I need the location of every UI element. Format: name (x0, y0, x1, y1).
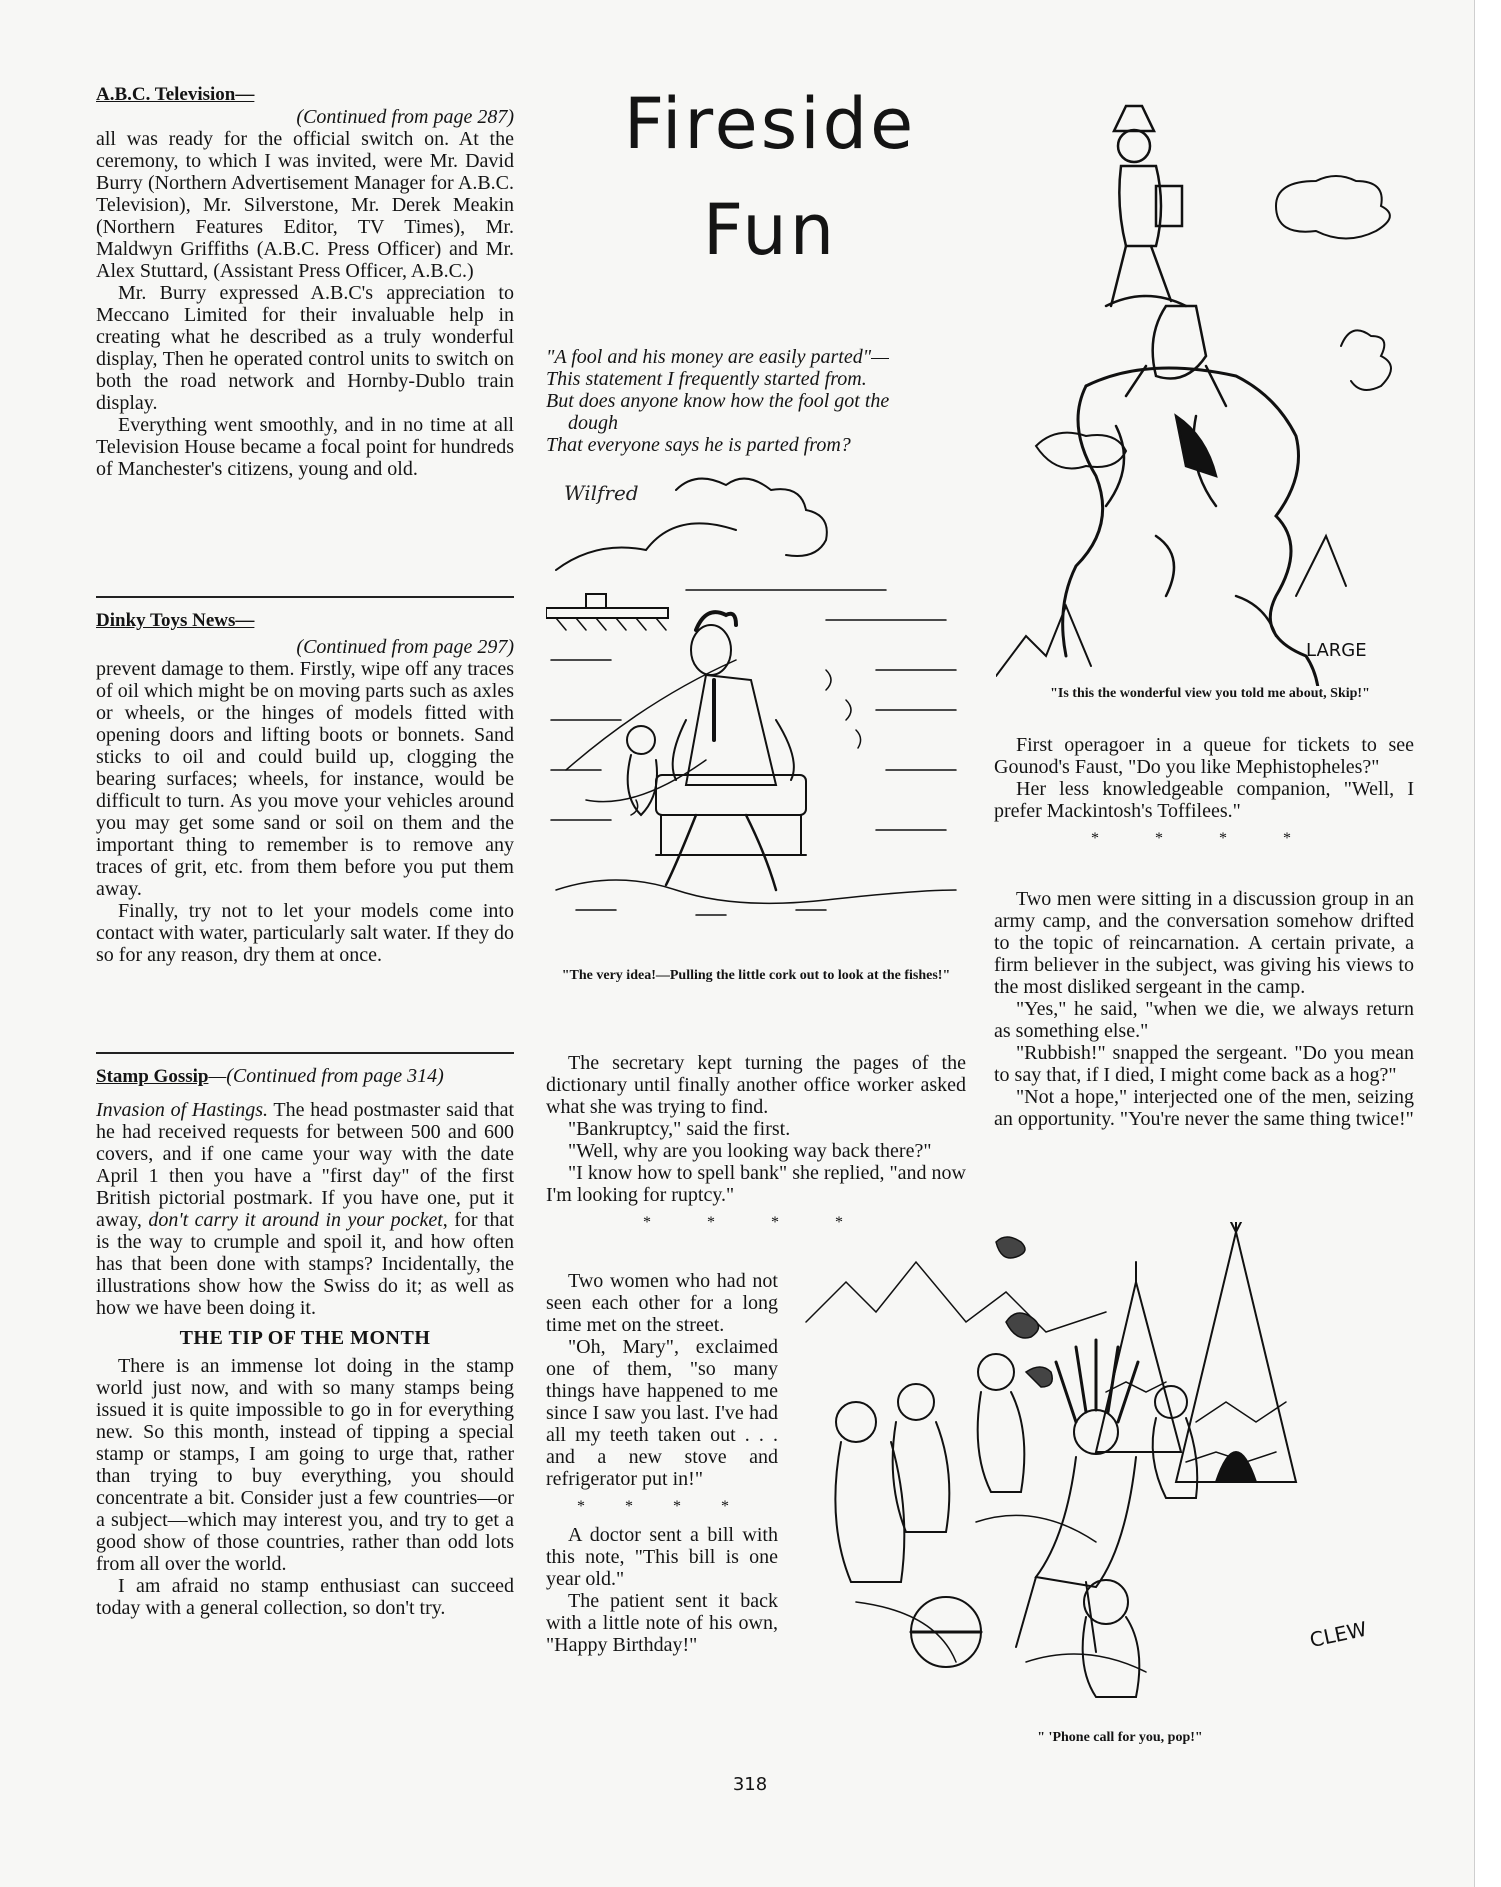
page-number: 318 (732, 1774, 768, 1795)
abc-paragraph-3: Everything went smoothly, and in no time at all Television House became a focal point for hundreds of Manchester's citizens, young and old. (96, 414, 514, 480)
opera-paragraph-2: Her less knowledgeable companion, "Well, I prefer Mackintosh's Toffilees." (994, 778, 1414, 822)
secretary-paragraph-1: The secretary kept turning the pages of the dictionary until finally another office worker asked what she was trying to find. (546, 1052, 966, 1118)
secretary-paragraph-4: "I know how to spell bank" she replied, "and now I'm looking for ruptcy." (546, 1162, 966, 1206)
women-paragraph-2: "Oh, Mary", exclaimed one of them, "so many things have happened to me since I saw you last. I've had all my teeth taken out . . . and a new stove and refrigerator put in!" (546, 1336, 778, 1490)
stamp-paragraph-3: I am afraid no stamp enthusiast can succeed today with a general collection, so don't try. (96, 1575, 514, 1619)
army-paragraph-1: Two men were sitting in a discussion group in an army camp, and the conversation somehow drifted to the topic of reincarnation. A certain private, a firm believer in the subject, was giving his views to the most disliked sergeant in the camp. (994, 888, 1414, 998)
dinky-paragraph-1: prevent damage to them. Firstly, wipe off any traces of oil which might be on moving parts such as axles or wheels, or the hinges of models fitted with opening doors and lifting boots or bonnets. Sand sticks to oil and could build up, clogging the bearing surfaces; wheels, for instance, would be difficult to turn. As you move your vehicles around you may get some sand or soil on them and the important thing to remember is to remove any traces of grit, etc. from them before you put them away. (96, 658, 514, 900)
army-paragraph-2: "Yes," he said, "when we die, we always return as something else." (994, 998, 1414, 1042)
dinky-continued: (Continued from page 297) (296, 636, 514, 658)
cartoon-raft-illustration (546, 470, 966, 950)
army-paragraph-3: "Rubbish!" snapped the sergeant. "Do you mean to say that, if I died, I might come back as a hog?" (994, 1042, 1414, 1086)
stamp-heading: Stamp Gossip (96, 1066, 209, 1087)
stamp-text-b: , for that is the way to crumple and spoil it, and how often has that been done with stamps? Incidentally, the illustrations show how the Swiss do it; as well as how we have been doing it. (96, 1209, 514, 1319)
army-paragraph-4: "Not a hope," interjected one of the men, seizing an opportunity. "You're never the same thing twice!" (994, 1086, 1414, 1130)
doctor-paragraph-2: The patient sent it back with a little note of his own, "Happy Birthday!" (546, 1590, 778, 1656)
dinky-paragraph-2: Finally, try not to let your models come into contact with water, particularly salt water. If they do so for any reason, dry them at once. (96, 900, 514, 966)
abc-paragraph-2: Mr. Burry expressed A.B.C's appreciation to Meccano Limited for their invaluable help in creating what he described as a truly wonderful display, Then he operated control units to switch on both the road network and Hornby-Dublo train display. (96, 282, 514, 414)
verse-line-3: But does anyone know how the fool got the (546, 390, 890, 412)
cartoon-chief-caption: " 'Phone call for you, pop!" (1037, 1730, 1203, 1745)
cartoon-scout-caption: "Is this the wonderful view you told me about, Skip!" (1050, 686, 1370, 701)
women-paragraph-1: Two women who had not seen each other for a long time met on the street. (546, 1270, 778, 1336)
page-title (560, 76, 980, 278)
verse-line-4: dough (568, 412, 618, 434)
cartoon-raft-caption: "The very idea!—Pulling the little cork out to look at the fishes!" (561, 968, 951, 983)
verse-line-5: That everyone says he is parted from? (546, 434, 851, 456)
doctor-paragraph-1: A doctor sent a bill with this note, "This bill is one year old." (546, 1524, 778, 1590)
cartoon1-signature: Wilfred (564, 481, 639, 505)
opera-joke (994, 734, 1414, 856)
verse (546, 346, 966, 456)
women-joke (546, 1270, 778, 1656)
abc-body (96, 128, 514, 480)
army-joke (994, 888, 1414, 1130)
separator-stars: * * * * (577, 1498, 747, 1515)
abc-continued: (Continued from page 287) (296, 106, 514, 128)
dinky-toys-section (96, 610, 514, 966)
abc-paragraph-1: all was ready for the official switch on. At the ceremony, to which I was invited, were Mr. David Burry (Northern Advertisement Manager for A.B.C. Television), Mr. Silverstone, Mr. Derek Meakin (Northern Features Editor, TV Times), Mr. Maldwyn Griffiths (A.B.C. Press Officer) and Mr. Alex Stuttard, (Assistant Press Officer, A.B.C.) (96, 128, 514, 282)
divider-rule (96, 596, 514, 598)
stamp-heading-line (96, 1064, 514, 1089)
verse-line-1: "A fool and his money are easily parted"— (546, 346, 889, 368)
dinky-heading: Dinky Toys News— (96, 610, 255, 631)
opera-paragraph-1: First operagoer in a queue for tickets to see Gounod's Faust, "Do you like Mephistopheles?" (994, 734, 1414, 778)
cartoon2-signature: LARGE (1306, 640, 1367, 661)
title-line-2: Fun (702, 189, 838, 271)
secretary-paragraph-3: "Well, why are you looking way back there?" (568, 1140, 932, 1162)
secretary-paragraph-2: "Bankruptcy," said the first. (568, 1118, 791, 1140)
separator-stars: * * * * (643, 1214, 869, 1231)
divider-rule (96, 1052, 514, 1054)
stamp-body (96, 1099, 514, 1619)
stamp-italic-lead: Invasion of Hastings. (96, 1099, 269, 1121)
stamp-continued: —(Continued from page 314) (208, 1065, 444, 1087)
cartoon-scout-illustration (996, 96, 1416, 686)
tip-of-month-heading: THE TIP OF THE MONTH (179, 1327, 431, 1349)
stamp-gossip-section (96, 1064, 514, 1619)
stamp-italic-mid: don't carry it around in your pocket (148, 1209, 443, 1231)
secretary-joke (546, 1052, 966, 1240)
stamp-paragraph-1 (96, 1099, 514, 1319)
abc-television-section (96, 84, 514, 480)
cartoon-chief-illustration (796, 1222, 1416, 1722)
separator-stars: * * * * (1091, 830, 1317, 847)
stamp-paragraph-2: There is an immense lot doing in the stamp world just now, and with so many stamps being issued it is quite impossible to go in for everything new. So this month, instead of tipping a special stamp or stamps, I am going to urge that, rather than trying to buy everything, you should concentrate a bit. Consider just a few countries—or a subject—which may interest you, and try to get a good show of those countries, rather than odd lots from all over the world. (96, 1355, 514, 1575)
stamp-text-a: The head postmaster said that he had received requests for between 500 and 600 covers, and if one came your way with the date April 1 then you have a "first day" of the first British pictorial postmark. If you have one, put it away, (96, 1099, 514, 1231)
abc-heading: A.B.C. Television— (96, 84, 255, 105)
title-line-1: Fireside (623, 83, 917, 165)
verse-line-2: This statement I frequently started from. (546, 368, 867, 390)
dinky-body (96, 658, 514, 966)
cartoon3-signature: CLEW (1307, 1616, 1369, 1653)
